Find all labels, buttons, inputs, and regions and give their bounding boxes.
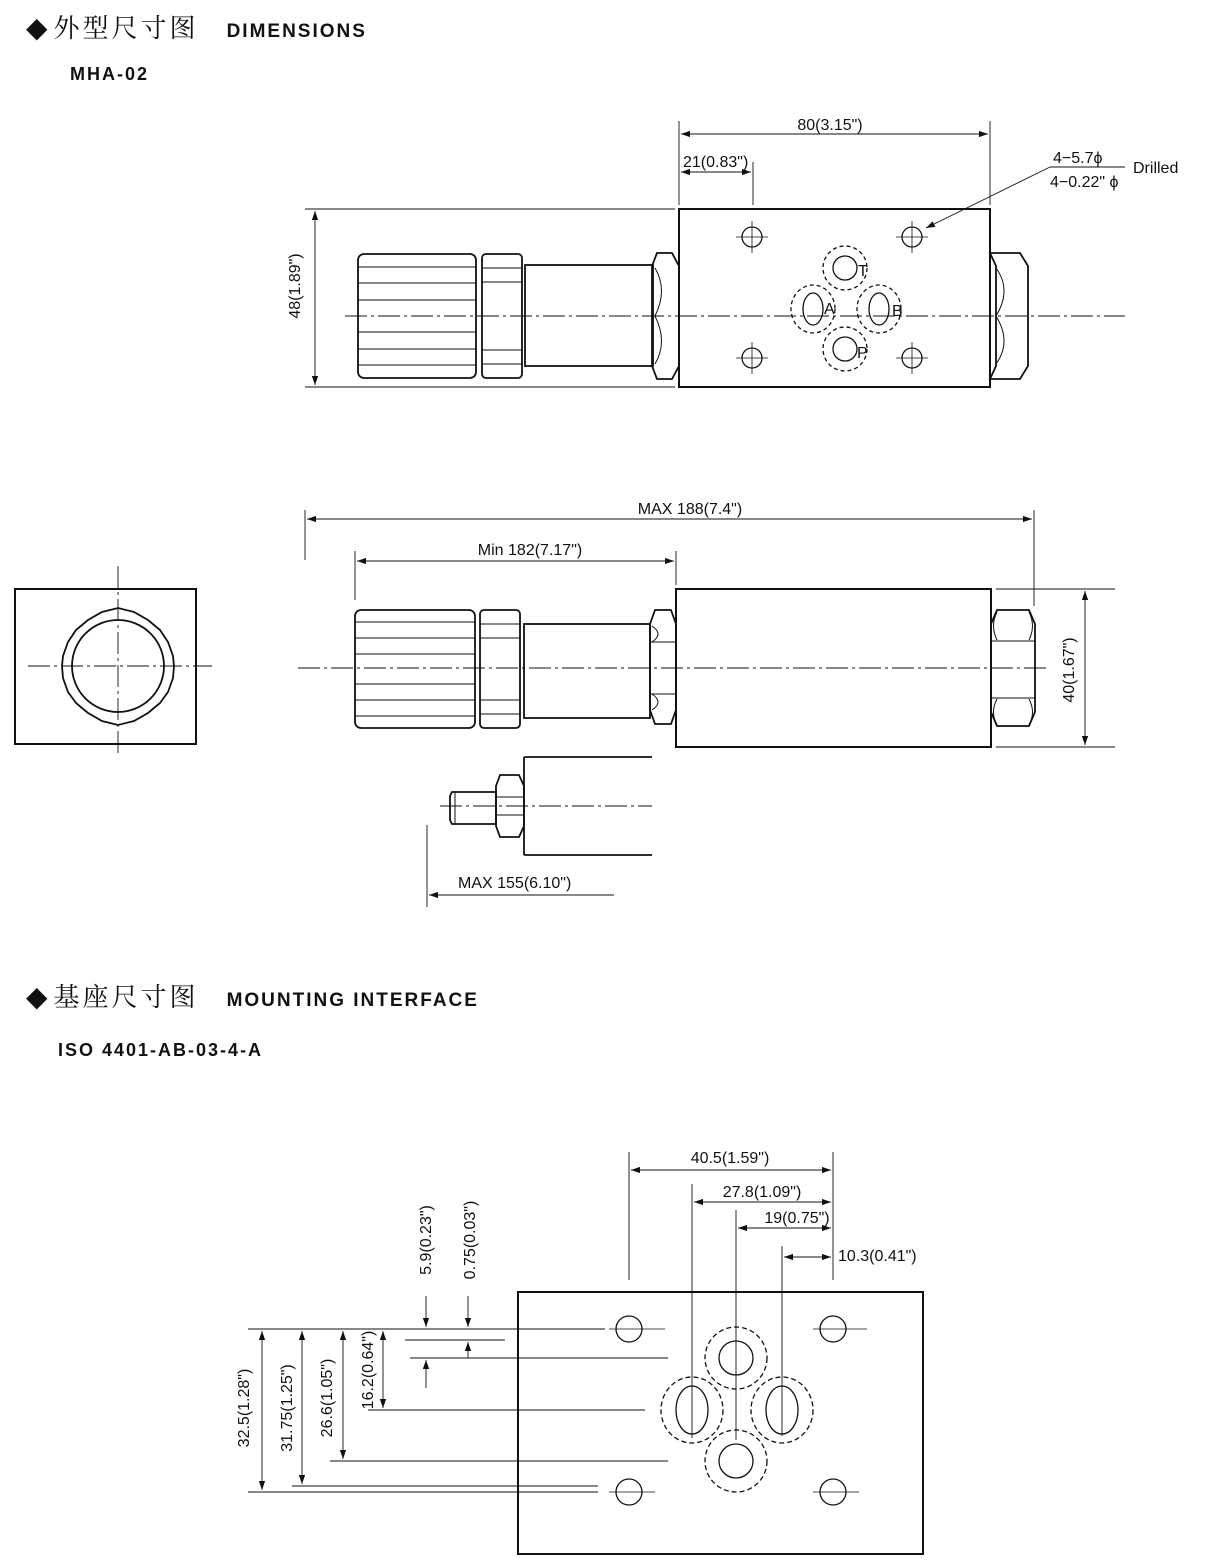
holes-label-imperial: 4−0.22" ϕ <box>1050 174 1119 191</box>
interface-ports <box>661 1327 813 1492</box>
dim-27-8-text: 27.8(1.09") <box>722 1184 802 1201</box>
side-view <box>298 510 1115 747</box>
port-t-label: T <box>858 263 868 280</box>
dim-19-text: 19(0.75") <box>764 1210 830 1227</box>
height-dimension-text: 48(1.89") <box>287 253 304 319</box>
dim-26-6-text: 26.6(1.05") <box>319 1358 336 1438</box>
diamond-bullet-icon: ◆ <box>26 12 48 43</box>
diamond-bullet-icon: ◆ <box>26 981 48 1012</box>
drilled-leader <box>926 167 1050 228</box>
dim-5-9-text: 5.9(0.23") <box>418 1205 435 1275</box>
iso-standard-label: ISO 4401-AB-03-4-A <box>58 1040 264 1060</box>
dimensions-title-en: DIMENSIONS <box>226 21 367 42</box>
dim-10-3-text: 10.3(0.41") <box>838 1248 917 1265</box>
alternate-adjust-screw <box>450 792 496 824</box>
valve-stem <box>525 265 653 366</box>
dim-32-5-text: 32.5(1.28") <box>236 1368 253 1448</box>
holes-label-metric: 4−5.7ϕ <box>1053 150 1103 167</box>
dim-16-2-text: 16.2(0.64") <box>360 1330 377 1410</box>
interface-mounting-holes <box>609 1316 867 1505</box>
port-a-label: A <box>824 301 835 318</box>
alternate-length-text: MAX 155(6.10") <box>458 875 572 892</box>
dim-0-75-text: 0.75(0.03") <box>462 1200 479 1280</box>
model-label: MHA-02 <box>70 64 150 84</box>
min-length-text: Min 182(7.17") <box>477 542 583 559</box>
mounting-holes <box>736 221 928 374</box>
dim-40-5-text: 40.5(1.59") <box>690 1150 770 1167</box>
dimensions-title-zh: 外型尺寸图 <box>53 14 199 44</box>
side-knob <box>355 610 520 728</box>
port-b-label: B <box>892 303 903 320</box>
side-left-hex <box>650 610 676 724</box>
dim-31-75-text: 31.75(1.25") <box>279 1364 296 1452</box>
end-view <box>15 566 212 757</box>
side-height-text: 40(1.67") <box>1061 637 1078 703</box>
mounting-title-zh: 基座尺寸图 <box>53 983 199 1013</box>
width-dimension-text: 80(3.15") <box>797 117 863 134</box>
offset-dimension-text: 21(0.83") <box>683 154 749 171</box>
side-stem <box>524 624 650 718</box>
valve-body <box>679 209 990 387</box>
drilled-label: Drilled <box>1133 160 1179 177</box>
end-view-body <box>15 589 196 744</box>
max-length-text: MAX 188(7.4") <box>637 501 743 518</box>
port-p-label: P <box>857 345 868 362</box>
mounting-title-en: MOUNTING INTERFACE <box>226 990 479 1011</box>
ports <box>791 246 901 371</box>
